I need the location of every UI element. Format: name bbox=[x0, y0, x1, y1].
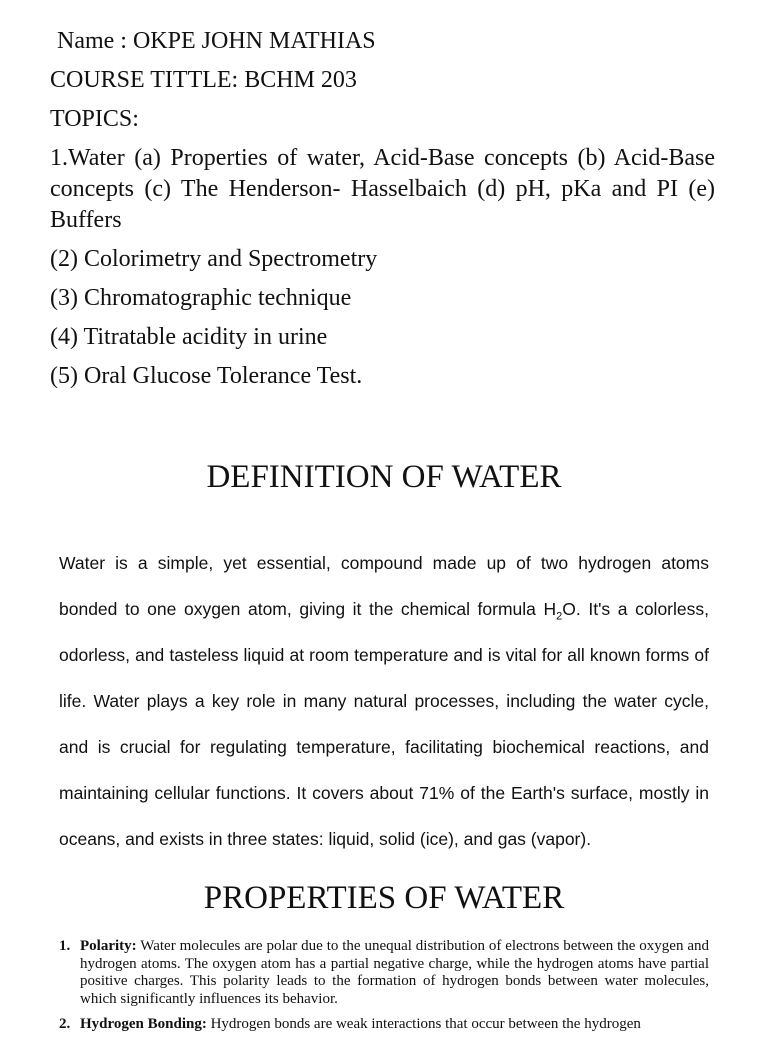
property-text bbox=[80, 1016, 709, 1034]
property-term: Hydrogen Bonding: bbox=[80, 1016, 207, 1032]
properties-heading: PROPERTIES OF WATER bbox=[203, 880, 565, 916]
property-text bbox=[80, 938, 709, 1008]
formula-subscript: 2 bbox=[556, 610, 563, 623]
formula-o: O bbox=[562, 599, 576, 619]
property-item bbox=[59, 1016, 709, 1034]
topic-item: (2) Colorimetry and Spectrometry bbox=[50, 246, 378, 272]
course-title-line: COURSE TITTLE: BCHM 203 bbox=[50, 67, 357, 93]
definition-paragraph bbox=[59, 540, 709, 862]
topic-item: (5) Oral Glucose Tolerance Test. bbox=[50, 363, 363, 389]
property-term: Polarity: bbox=[80, 938, 137, 954]
topic-water: 1.Water (a) Properties of water, Acid-Base concepts (b) Acid-Base concepts (c) The Henderson- Hasselbaich (d) pH, pKa and PI (e) Buffers bbox=[50, 145, 715, 233]
topic-item: (4) Titratable acidity in urine bbox=[50, 324, 328, 350]
student-name-line: Name : OKPE JOHN MATHIAS bbox=[57, 28, 376, 54]
topics-label: TOPICS: bbox=[50, 106, 139, 132]
definition-text-end: . It's a colorless, odorless, and tasteless liquid at room temperature and is vital for all known forms of life. Water plays a key role in many natural processes, including the water cycle, and is crucial for regulating temperature, facilitating biochemical reactions, and maintaining cellular functions. It covers about 71% of the Earth's surface, mostly in oceans, and exists in three states: liquid, solid (ice), and gas (vapor). bbox=[59, 599, 709, 849]
document-header bbox=[50, 26, 715, 400]
property-description: Hydrogen bonds are weak interactions that occur between the hydrogen bbox=[206, 1016, 641, 1032]
property-number: 1. bbox=[59, 938, 71, 954]
property-description: Water molecules are polar due to the unequal distribution of electrons between the oxygen and hydrogen atoms. The oxygen atom has a partial negative charge, while the hydrogen atoms have partial positive charges. This polarity leads to the formation of hydrogen bonds between water molecules, which significantly influences its behavior. bbox=[80, 938, 709, 1007]
property-number: 2. bbox=[59, 1016, 71, 1032]
property-item bbox=[59, 938, 709, 1008]
topic-item: (3) Chromatographic technique bbox=[50, 285, 352, 311]
properties-list bbox=[59, 938, 709, 1042]
definition-heading: DEFINITION OF WATER bbox=[206, 459, 562, 495]
definition-text-start: Water is a simple, yet essential, compound made up of two hydrogen atoms bonded to one oxygen atom, giving it the chemical formula bbox=[59, 553, 709, 619]
formula-h: H bbox=[543, 599, 557, 619]
